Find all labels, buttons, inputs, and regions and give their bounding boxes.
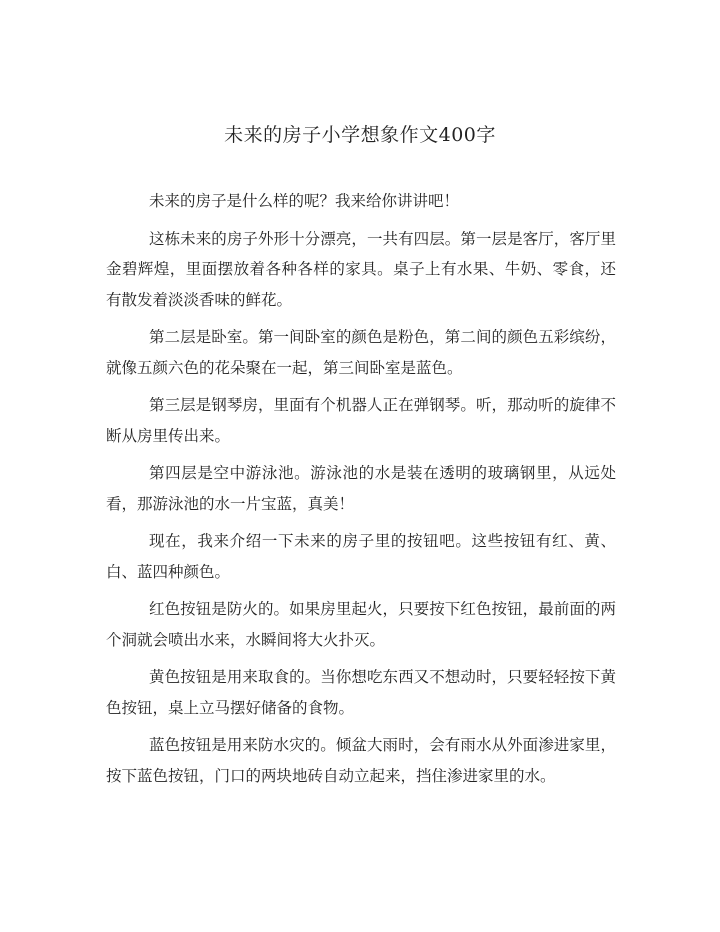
- document-title: 未来的房子小学想象作文400字: [224, 124, 496, 146]
- paragraph-5: 第四层是空中游泳池。游泳池的水是装在透明的玻璃钢里，从远处看，那游泳池的水一片宝蓝，真美！: [106, 464, 616, 513]
- paragraph-4: 第三层是钢琴房，里面有个机器人正在弹钢琴。听，那动听的旋律不断从房里传出来。: [106, 396, 616, 445]
- paragraph-3: 第二层是卧室。第一间卧室的颜色是粉色，第二间的颜色五彩缤纷，就像五颜六色的花朵聚在一起，第三间卧室是蓝色。: [106, 328, 616, 377]
- paragraph-1: 未来的房子是什么样的呢？我来给你讲讲吧！: [149, 192, 460, 210]
- paragraph-9: 蓝色按钮是用来防水灾的。倾盆大雨时，会有雨水从外面渗进家里，按下蓝色按钮，门口的两块地砖自动立起来，挡住渗进家里的水。: [106, 736, 616, 785]
- paragraph-7: 红色按钮是防火的。如果房里起火，只要按下红色按钮，最前面的两个洞就会喷出水来，水瞬间将大火扑灭。: [106, 600, 616, 649]
- paragraph-8: 黄色按钮是用来取食的。当你想吃东西又不想动时，只要轻轻按下黄色按钮，桌上立马摆好储备的食物。: [106, 668, 616, 717]
- document-body: [106, 186, 616, 798]
- paragraph-2: 这栋未来的房子外形十分漂亮，一共有四层。第一层是客厅，客厅里金碧辉煌，里面摆放着各种各样的家具。桌子上有水果、牛奶、零食，还有散发着淡淡香味的鲜花。: [106, 229, 616, 309]
- paragraph-6: 现在，我来介绍一下未来的房子里的按钮吧。这些按钮有红、黄、白、蓝四种颜色。: [106, 532, 616, 581]
